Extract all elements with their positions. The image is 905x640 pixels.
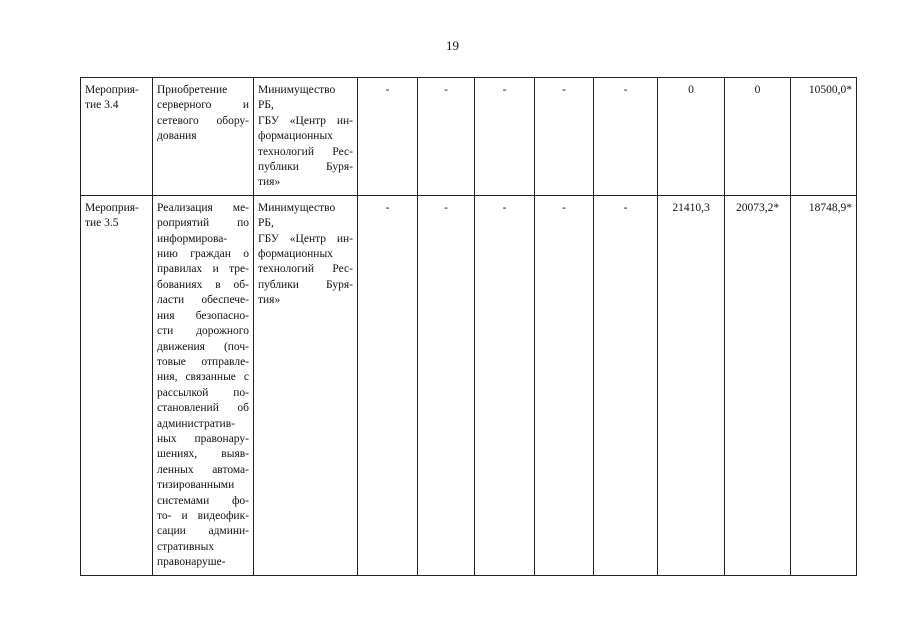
value-cell: -	[535, 78, 594, 196]
description-cell	[153, 195, 254, 575]
value-cell: -	[358, 195, 418, 575]
description-cell-line: то- и видеофик-	[157, 509, 249, 522]
executor-cell-line: тия»	[258, 176, 281, 189]
description-cell-line: сти дорожного	[157, 325, 249, 338]
table-row	[81, 195, 857, 575]
description-cell-line: сетевого обору-	[157, 114, 249, 127]
page-number: 19	[446, 38, 459, 53]
description-cell-line: ния, связанные с	[157, 371, 249, 384]
description-cell-line: ласти обеспече-	[157, 294, 249, 307]
description-cell-line: нию граждан о	[157, 248, 249, 261]
value-cell: -	[418, 78, 475, 196]
executor-cell-line: ГБУ «Центр ин-	[258, 114, 353, 127]
value-cell: -	[594, 78, 658, 196]
description-cell-line: правонаруше-	[157, 556, 226, 569]
value-cell: 0	[658, 78, 725, 196]
description-cell-line: административ-	[157, 417, 235, 430]
description-cell-line: стративных	[157, 540, 215, 553]
value-cell: -	[358, 78, 418, 196]
value-cell: 10500,0*	[791, 78, 857, 196]
measure-cell	[81, 78, 153, 196]
description-cell-line: Приобретение	[157, 84, 228, 96]
executor-cell	[254, 78, 358, 196]
executor-cell-line: технологий Рес-	[258, 145, 353, 158]
value-cell: -	[418, 195, 475, 575]
measure-cell	[81, 195, 153, 575]
executor-cell-line: технологий Рес-	[258, 263, 353, 276]
value-cell: -	[594, 195, 658, 575]
executor-cell-line: ГБУ «Центр ин-	[258, 232, 353, 245]
description-cell-line: ленных автома-	[157, 463, 249, 476]
measures-table	[80, 77, 857, 576]
table-row	[81, 78, 857, 196]
description-cell-line: становлений об	[157, 402, 249, 415]
description-cell	[153, 78, 254, 196]
description-cell-line: ния безопасно-	[157, 309, 249, 322]
description-cell-line: ных правонару-	[157, 432, 249, 445]
executor-cell-line: РБ,	[258, 99, 274, 112]
description-cell-line: Реализация ме-	[157, 201, 249, 214]
measure-cell-line: Мероприя-	[85, 201, 139, 214]
executor-cell-line: публики Буря-	[258, 278, 353, 291]
description-cell-line: правилах и тре-	[157, 263, 249, 276]
description-cell-line: роприятий по	[157, 217, 249, 230]
description-cell-line: товые отправле-	[157, 355, 249, 368]
description-cell-line: информирова-	[157, 232, 228, 245]
value-cell: 21410,3	[658, 195, 725, 575]
value-cell: 18748,9*	[791, 195, 857, 575]
value-cell: -	[535, 195, 594, 575]
executor-cell	[254, 195, 358, 575]
description-cell-line: шениях, выяв-	[157, 448, 249, 461]
value-cell: 20073,2*	[725, 195, 791, 575]
description-cell-line: системами фо-	[157, 494, 249, 507]
executor-cell-line: Минимущество	[258, 201, 336, 214]
value-cell: 0	[725, 78, 791, 196]
executor-cell-line: РБ,	[258, 217, 274, 230]
measure-cell-line: Мероприя-	[85, 84, 139, 96]
measure-cell-line: тие 3.4	[85, 99, 119, 112]
description-cell-line: серверного и	[157, 99, 249, 112]
description-cell-line: сации админи-	[157, 525, 249, 538]
description-cell-line: рассылкой по-	[157, 386, 249, 399]
executor-cell-line: тия»	[258, 294, 281, 307]
measure-cell-line: тие 3.5	[85, 217, 119, 230]
value-cell: -	[475, 78, 535, 196]
description-cell-line: дования	[157, 130, 197, 143]
executor-cell-line: формационных	[258, 130, 333, 143]
executor-cell-line: Минимущество	[258, 84, 336, 96]
executor-cell-line: публики Буря-	[258, 161, 353, 174]
description-cell-line: тизированными	[157, 479, 235, 492]
description-cell-line: бованиях в об-	[157, 278, 249, 291]
value-cell: -	[475, 195, 535, 575]
description-cell-line: движения (поч-	[157, 340, 249, 353]
executor-cell-line: формационных	[258, 248, 333, 261]
